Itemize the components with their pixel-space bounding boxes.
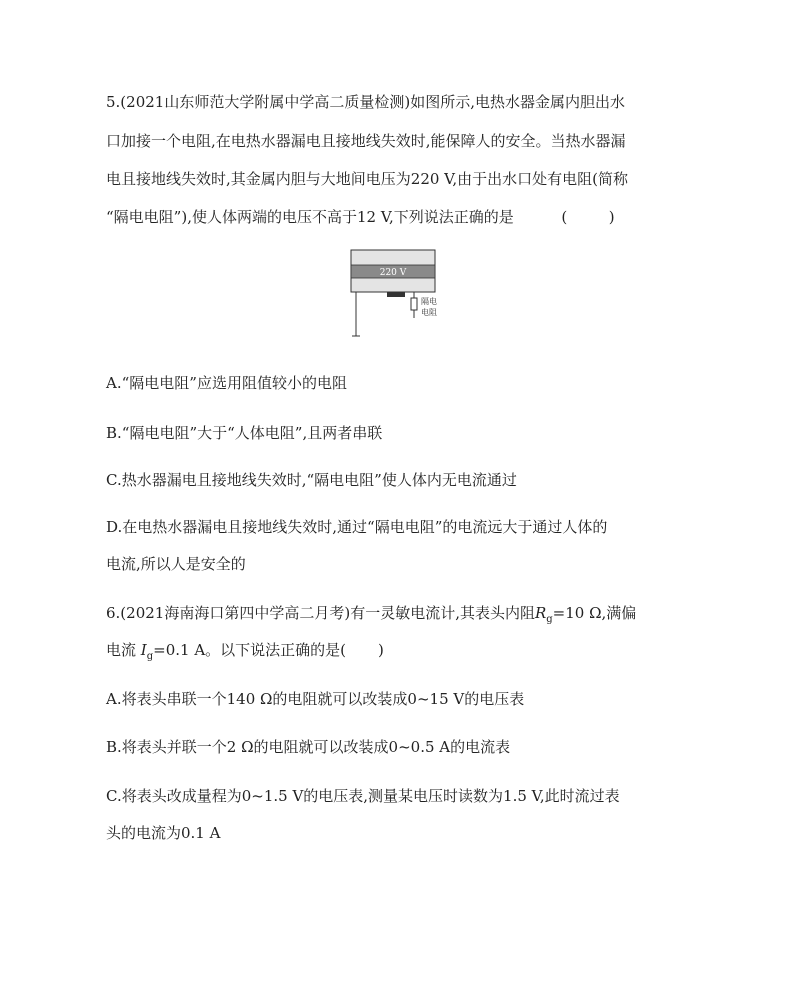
q6-option-a: A.将表头串联一个140 Ω的电阻就可以改装成0~15 V的电压表 — [106, 690, 525, 708]
q6-answer-paren-open: ( — [340, 641, 347, 659]
isolation-resistor — [411, 298, 417, 310]
q5-option-d-line-2: 电流,所以人是安全的 — [106, 555, 246, 573]
q5-option-d-line-1: D.在电热水器漏电且接地线失效时,通过“隔电电阻”的电流远大于通过人体的 — [106, 518, 608, 536]
q6-stem-text-1: 6.(2021海南海口第四中学高二月考)有一灵敏电流计,其表头内阻 — [106, 604, 535, 622]
rg-subscript: g — [546, 614, 553, 625]
q6-line-1 — [106, 602, 636, 631]
q5-line-2: 口加接一个电阻,在电热水器漏电且接地线失效时,能保障人的安全。当热水器漏 — [106, 132, 626, 150]
q5-line-3: 电且接地线失效时,其金属内胆与大地间电压为220 V,由于出水口处有电阻(简称 — [106, 170, 629, 188]
ig-subscript: g — [146, 651, 154, 662]
outlet-block — [387, 292, 405, 297]
q5-option-a: A.“隔电电阻”应选用阻值较小的电阻 — [106, 374, 347, 392]
q6-option-c-line-2: 头的电流为0.1 A — [106, 824, 221, 842]
q6-line-2 — [106, 639, 384, 668]
q5-answer-paren-close: ) — [608, 208, 615, 226]
q6-stem-text-4: =0.1 A。以下说法正确的是 — [153, 641, 341, 659]
resistor-label-1: 隔电 — [421, 297, 437, 306]
water-heater-diagram — [345, 246, 455, 346]
q6-stem-text-2: =10 Ω,满偏 — [552, 604, 637, 622]
q5-answer-paren-open: ( — [561, 208, 568, 226]
resistor-label-2: 电阻 — [421, 308, 437, 317]
q6-option-b: B.将表头并联一个2 Ω的电阻就可以改装成0~0.5 A的电流表 — [106, 738, 511, 756]
q6-stem-text-3: 电流 — [106, 641, 137, 659]
q5-line-1: 5.(2021山东师范大学附属中学高二质量检测)如图所示,电热水器金属内胆出水 — [106, 93, 625, 111]
rg-symbol: R — [534, 604, 547, 622]
q5-stem-text: “隔电电阻”),使人体两端的电压不高于12 V,下列说法正确的是 — [106, 208, 514, 226]
q5-option-c: C.热水器漏电且接地线失效时,“隔电电阻”使人体内无电流通过 — [106, 471, 517, 489]
voltage-label: 220 V — [379, 268, 407, 278]
q5-option-b: B.“隔电电阻”大于“人体电阻”,且两者串联 — [106, 424, 383, 442]
q6-option-c-line-1: C.将表头改成量程为0~1.5 V的电压表,测量某电压时读数为1.5 V,此时流过表 — [106, 787, 620, 805]
q6-answer-paren-close: ) — [378, 641, 384, 659]
q5-line-4 — [106, 206, 615, 228]
ig-symbol: I — [140, 641, 147, 659]
